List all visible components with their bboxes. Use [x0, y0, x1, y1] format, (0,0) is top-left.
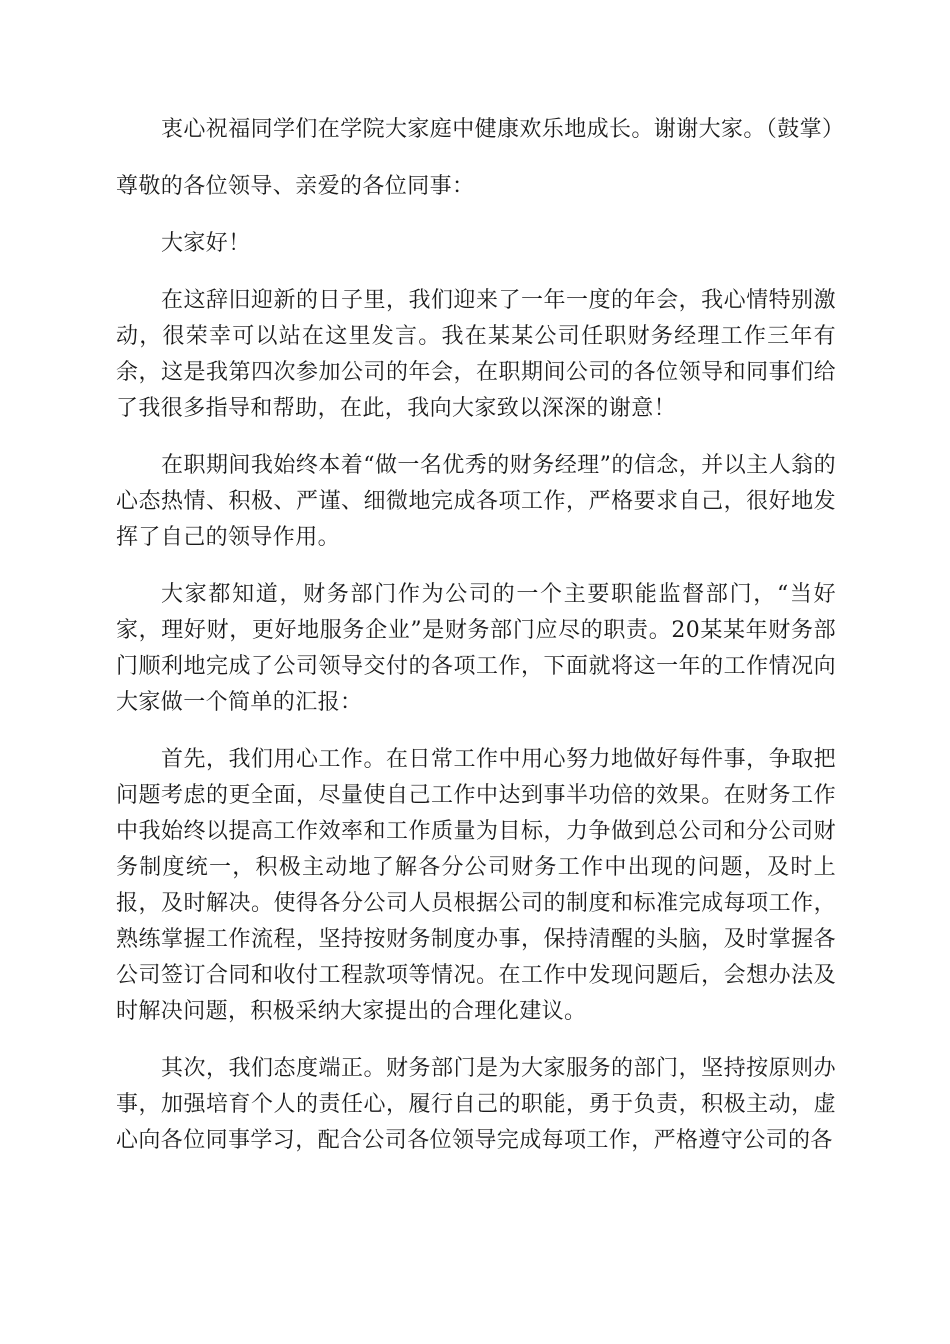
paragraph-second-point: 其次，我们态度端正。财务部门是为大家服务的部门，坚持按原则办事，加强培育个人的责任心，履行自己的职能，勇于负责，积极主动，虚心向各位同事学习，配合公司各位领导完成每项工作，严格遵守公司的各	[116, 1056, 836, 1153]
paragraph-closing-blessing: 衷心祝福同学们在学院大家庭中健康欢乐地成长。谢谢大家。（鼓掌）	[161, 117, 845, 142]
paragraph-department-role: 大家都知道，财务部门作为公司的一个主要职能监督部门，“当好家，理好财，更好地服务企业”是财务部门应尽的职责。20某某年财务部门顺利地完成了公司领导交付的各项工作，下面就将这一年的工作情况向大家做一个简单的汇报：	[116, 582, 836, 715]
paragraph-greeting: 大家好！	[161, 231, 251, 256]
document-body	[116, 112, 845, 1180]
paragraph-first-point: 首先，我们用心工作。在日常工作中用心努力地做好每件事，争取把问题考虑的更全面，尽量使自己工作中达到事半功倍的效果。在财务工作中我始终以提高工作效率和工作质量为目标，力争做到总公司和分公司财务制度统一，积极主动地了解各分公司财务工作中出现的问题，及时上报，及时解决。使得各分公司人员根据公司的制度和标准完成每项工作，熟练掌握工作流程，坚持按财务制度办事，保持清醒的头脑，及时掌握各公司签订合同和收付工程款项等情况。在工作中发现问题后，会想办法及时解决问题，积极采纳大家提出的合理化建议。	[116, 747, 836, 1024]
paragraph-introduction: 在这辞旧迎新的日子里，我们迎来了一年一度的年会，我心情特别激动，很荣幸可以站在这里发言。我在某某公司任职财务经理工作三年有余，这是我第四次参加公司的年会，在职期间公司的各位领导和同事们给了我很多指导和帮助，在此，我向大家致以深深的谢意！	[116, 288, 836, 421]
paragraph-belief: 在职期间我始终本着“做一名优秀的财务经理”的信念，并以主人翁的心态热情、积极、严谨、细微地完成各项工作，严格要求自己，很好地发挥了自己的领导作用。	[116, 453, 836, 550]
paragraph-salutation: 尊敬的各位领导、亲爱的各位同事：	[116, 174, 475, 199]
